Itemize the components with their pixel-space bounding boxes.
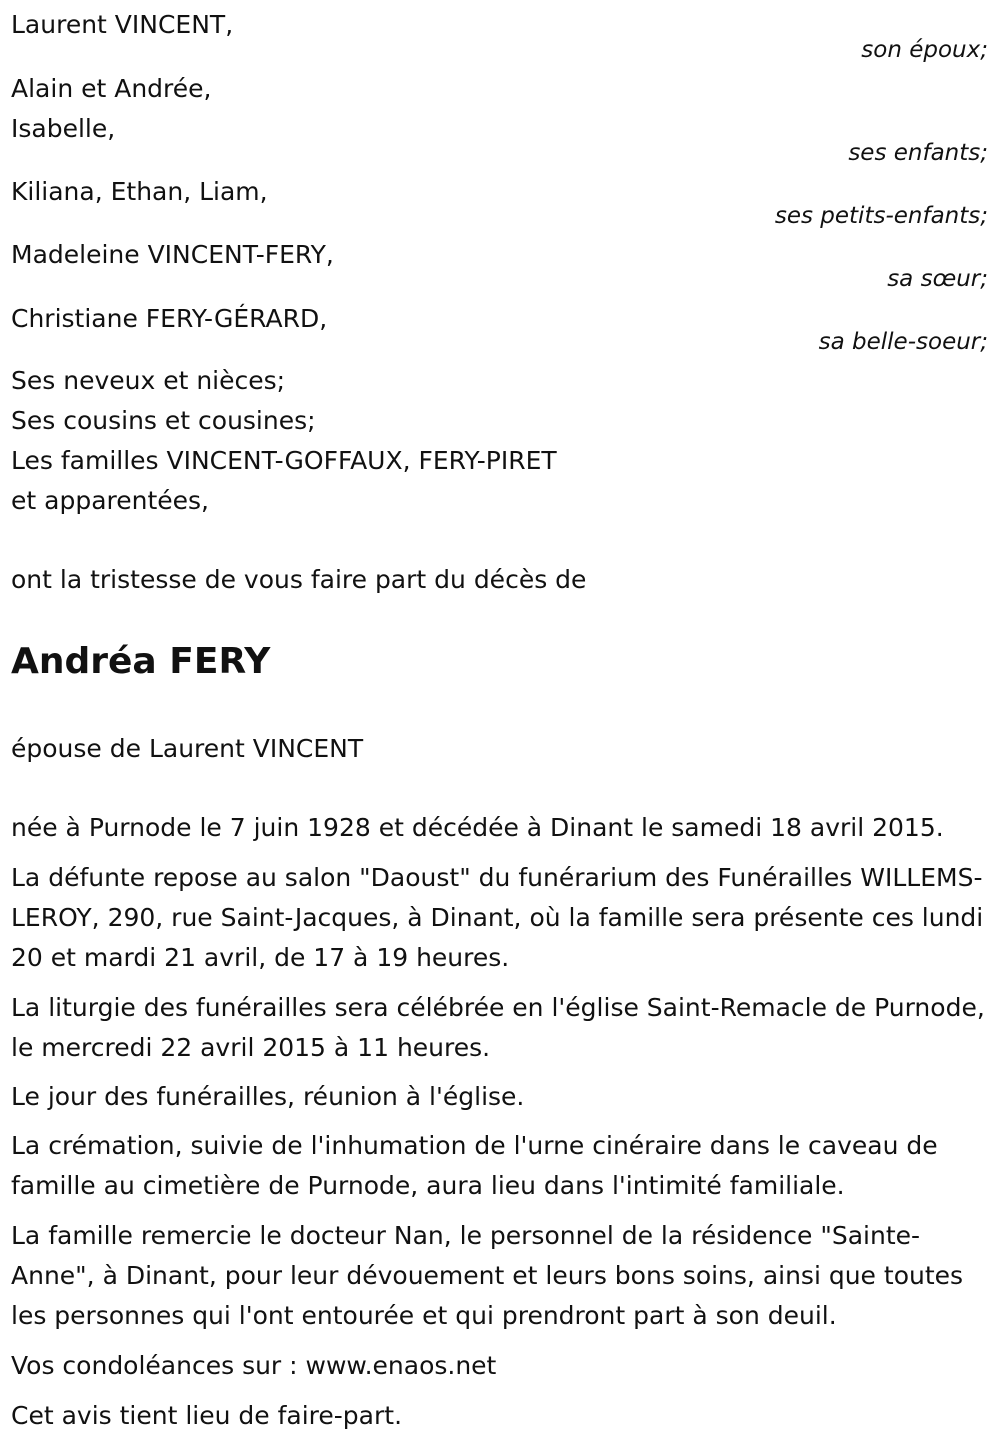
extended-family-1: Ses neveux et nièces; — [11, 366, 286, 395]
spouse-relation: son époux; — [861, 37, 988, 63]
birth-death-text: née à Purnode le 7 juin 1928 et décédée à Dinant le samedi 18 avril 2015. — [11, 813, 944, 842]
sister-in-law-name: Christiane FERY-GÉRARD, — [11, 304, 328, 333]
extended-family-4: et apparentées, — [11, 486, 209, 515]
children-relation: ses enfants; — [848, 140, 988, 166]
grandchildren-names: Kiliana, Ethan, Liam, — [11, 177, 268, 206]
sister-in-law-relation: sa belle-soeur; — [818, 329, 988, 355]
liturgy-text: La liturgie des funérailles sera célébrée en l'église Saint-Remacle de Purnode, le mercredi 22 avril 2015 à 11 heures. — [11, 993, 985, 1062]
notice-text: Cet avis tient lieu de faire-part. — [11, 1401, 403, 1430]
condolences-text: Vos condoléances sur : www.enaos.net — [11, 1351, 497, 1380]
extended-family-2: Ses cousins et cousines; — [11, 406, 316, 435]
grandchildren-relation: ses petits-enfants; — [774, 203, 988, 229]
extended-family-3: Les familles VINCENT-GOFFAUX, FERY-PIRET — [11, 446, 557, 475]
meeting-text: Le jour des funérailles, réunion à l'église. — [11, 1082, 525, 1111]
spouse-name: Laurent VINCENT, — [11, 10, 234, 39]
cremation-text: La crémation, suivie de l'inhumation de l'urne cinéraire dans le caveau de famille au cimetière de Purnode, aura lieu dans l'intimité familiale. — [11, 1131, 938, 1200]
child-name-1: Alain et Andrée, — [11, 74, 212, 103]
sister-name: Madeleine VINCENT-FERY, — [11, 240, 334, 269]
viewing-text: La défunte repose au salon "Daoust" du funérarium des Funérailles WILLEMS-LEROY, 290, rue Saint-Jacques, à Dinant, où la famille sera présente ces lundi 20 et mardi 21 avril, de 17 à 19 heures. — [11, 863, 984, 972]
sister-relation: sa sœur; — [887, 266, 988, 292]
deceased-name: Andréa FERY — [11, 641, 271, 682]
announcement-text: ont la tristesse de vous faire part du décès de — [11, 565, 587, 594]
thanks-text: La famille remercie le docteur Nan, le personnel de la résidence "Sainte-Anne", à Dinant, pour leur dévouement et leurs bons soins, ainsi que toutes les personnes qui l'ont entourée et qui prendront part à son deuil. — [11, 1221, 964, 1330]
child-name-2: Isabelle, — [11, 114, 116, 143]
spouse-of-text: épouse de Laurent VINCENT — [11, 734, 364, 763]
